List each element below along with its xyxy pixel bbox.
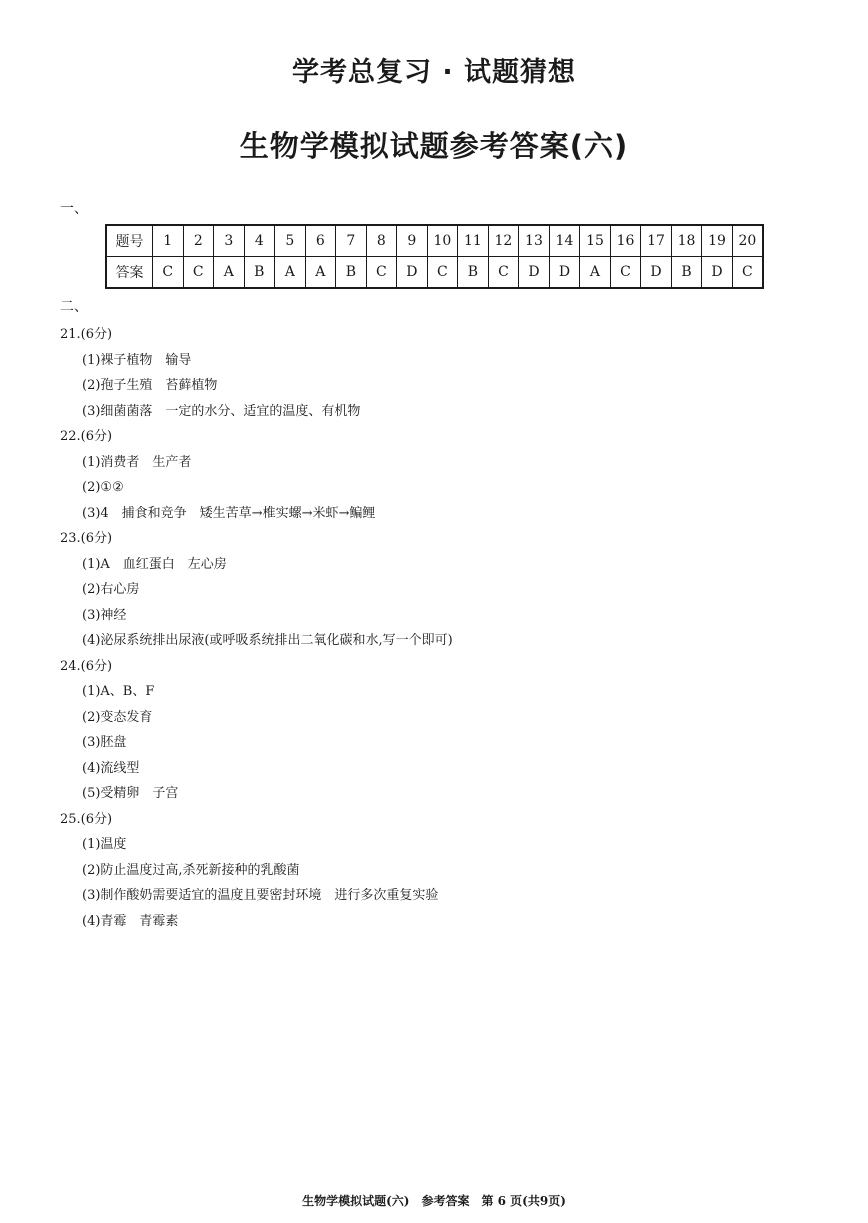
question-number-cell: 4 bbox=[244, 225, 275, 257]
answer-line: (3)制作酸奶需要适宜的温度且要密封环境 进行多次重复实验 bbox=[82, 888, 439, 903]
answer-line: (1)消费者 生产者 bbox=[82, 454, 192, 470]
answer-cell: A bbox=[214, 257, 245, 289]
question-heading: 21.(6分) bbox=[60, 327, 113, 342]
question-number-cell: 10 bbox=[427, 225, 458, 257]
answer-cell: B bbox=[336, 257, 367, 289]
answer-cell: A bbox=[580, 257, 611, 289]
answer-cell: C bbox=[153, 257, 184, 289]
answer-cell: A bbox=[305, 257, 336, 289]
answer-line: (3)4 捕食和竞争 矮生苦草→椎实螺→米虾→鳊鲤 bbox=[82, 505, 376, 521]
question-number-row bbox=[106, 225, 763, 257]
question-number-cell: 11 bbox=[458, 225, 489, 257]
page-title: 生物学模拟试题参考答案(六) bbox=[239, 129, 629, 163]
question-number-cell: 14 bbox=[549, 225, 580, 257]
answer-cell: A bbox=[275, 257, 306, 289]
question-number-cell: 6 bbox=[305, 225, 336, 257]
question-number-cell: 9 bbox=[397, 225, 428, 257]
answer-line: (1)A、B、F bbox=[82, 684, 155, 699]
question-number-cell: 16 bbox=[610, 225, 641, 257]
answer-line: (2)右心房 bbox=[82, 582, 140, 597]
answer-line: (2)①② bbox=[82, 480, 124, 495]
answer-line: (1)A 血红蛋白 左心房 bbox=[82, 556, 227, 572]
question-number-cell: 12 bbox=[488, 225, 519, 257]
question-number-cell: 13 bbox=[519, 225, 550, 257]
answer-cell: C bbox=[488, 257, 519, 289]
answer-cell: B bbox=[458, 257, 489, 289]
question-number-cell: 20 bbox=[732, 225, 763, 257]
question-number-cell: 3 bbox=[214, 225, 245, 257]
question-number-cell: 15 bbox=[580, 225, 611, 257]
answer-table bbox=[105, 224, 764, 289]
question-number-cell: 2 bbox=[183, 225, 214, 257]
answer-line: (4)泌尿系统排出尿液(或呼吸系统排出二氧化碳和水,写一个即可) bbox=[82, 633, 453, 648]
answer-cell: B bbox=[244, 257, 275, 289]
answer-row bbox=[106, 257, 763, 289]
answer-cell: D bbox=[641, 257, 672, 289]
page-footer: 生物学模拟试题(六) 参考答案 第 6 页(共9页) bbox=[302, 1194, 566, 1208]
question-heading: 22.(6分) bbox=[60, 429, 113, 444]
question-number-cell: 5 bbox=[275, 225, 306, 257]
answer-cell: D bbox=[702, 257, 733, 289]
question-heading: 24.(6分) bbox=[60, 658, 113, 674]
question-number-cell: 18 bbox=[671, 225, 702, 257]
row-label-answer: 答案 bbox=[106, 257, 153, 289]
answer-cell: D bbox=[549, 257, 580, 289]
answer-line: (1)裸子植物 输导 bbox=[82, 352, 192, 368]
answer-line: (3)神经 bbox=[82, 607, 127, 623]
answer-line: (3)胚盘 bbox=[82, 735, 127, 750]
section-two-label: 二、 bbox=[60, 299, 88, 315]
answer-cell: C bbox=[366, 257, 397, 289]
section-one-label: 一、 bbox=[60, 201, 88, 217]
row-label-number: 题号 bbox=[106, 225, 153, 257]
free-response-answers bbox=[60, 322, 820, 934]
question-number-cell: 7 bbox=[336, 225, 367, 257]
answer-cell: D bbox=[519, 257, 550, 289]
answer-line: (2)防止温度过高,杀死新接种的乳酸菌 bbox=[82, 862, 300, 878]
answer-cell: C bbox=[183, 257, 214, 289]
answer-cell: C bbox=[427, 257, 458, 289]
question-heading: 25.(6分) bbox=[60, 811, 113, 827]
answer-cell: C bbox=[610, 257, 641, 289]
answer-line: (3)细菌菌落 一定的水分、适宜的温度、有机物 bbox=[82, 403, 361, 419]
question-number-cell: 1 bbox=[153, 225, 184, 257]
answer-cell: D bbox=[397, 257, 428, 289]
answer-line: (1)温度 bbox=[82, 837, 127, 852]
question-number-cell: 8 bbox=[366, 225, 397, 257]
answer-line: (4)青霉 青霉素 bbox=[82, 913, 179, 929]
answer-line: (4)流线型 bbox=[82, 760, 140, 776]
answer-line: (2)孢子生殖 苔藓植物 bbox=[82, 378, 218, 393]
answer-line: (2)变态发育 bbox=[82, 709, 153, 725]
answer-line: (5)受精卵 子宫 bbox=[82, 786, 179, 801]
series-title: 学考总复习 · 试题猜想 bbox=[291, 57, 577, 88]
answer-cell: C bbox=[732, 257, 763, 289]
question-heading: 23.(6分) bbox=[60, 531, 113, 546]
question-number-cell: 19 bbox=[702, 225, 733, 257]
question-number-cell: 17 bbox=[641, 225, 672, 257]
answer-cell: B bbox=[671, 257, 702, 289]
